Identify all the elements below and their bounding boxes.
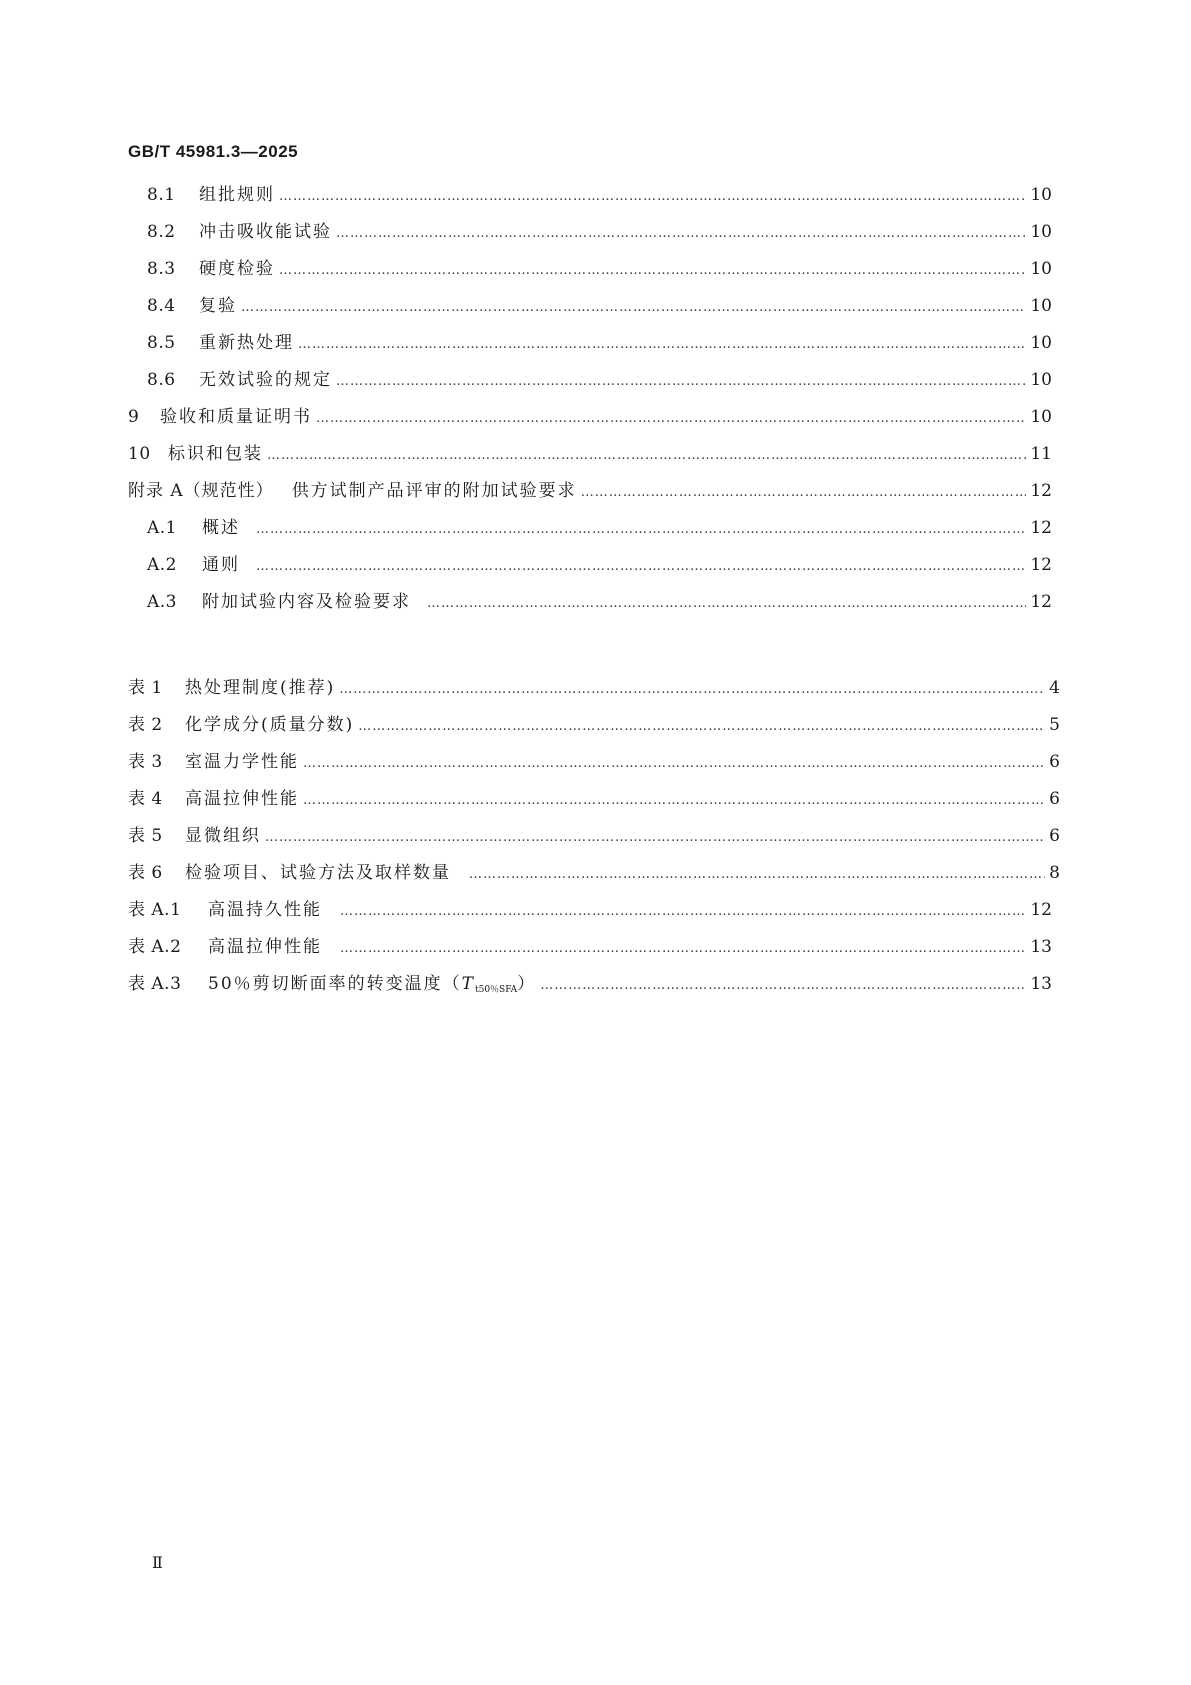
toc-leader-dots	[581, 481, 1027, 505]
toc-leader-dots	[336, 222, 1026, 246]
toc-entry-number: 表 5	[128, 826, 163, 846]
toc-entry-number: 附录 A（规范性）	[128, 481, 274, 501]
toc-entry-title: 室温力学性能	[185, 752, 299, 772]
toc-entry-8-4[interactable]	[147, 294, 1052, 318]
toc-title-prefix: 50％剪切断面率的转变温度（	[208, 974, 462, 994]
toc-entry-number: 表 2	[128, 715, 163, 735]
toc-leader-dots	[265, 826, 1045, 850]
toc-entry-8-3[interactable]	[147, 257, 1052, 281]
toc-entry-page: 10	[1030, 259, 1052, 279]
toc-entry-page: 12	[1030, 900, 1052, 920]
toc-entry-number: 表 1	[128, 678, 163, 698]
toc-entry-page: 6	[1049, 826, 1060, 846]
toc-entry-title: 组批规则	[199, 185, 275, 205]
toc-entry-page: 6	[1049, 752, 1060, 772]
toc-entry-number: 表 A.2	[128, 937, 182, 957]
toc-entry-annex-a[interactable]	[128, 479, 1052, 503]
toc-entry-a-2[interactable]	[147, 553, 1052, 577]
toc-entry-title: 显微组织	[185, 826, 261, 846]
toc-leader-dots	[298, 333, 1026, 357]
toc-entry-title: 重新热处理	[199, 333, 294, 353]
toc-entry-number: 表 3	[128, 752, 163, 772]
toc-title-symbol: T	[461, 974, 475, 994]
toc-entry-page: 6	[1049, 789, 1060, 809]
toc-entry-8-6[interactable]	[147, 368, 1052, 392]
page-number: Ⅱ	[152, 1555, 163, 1572]
toc-entry-number: 表 4	[128, 789, 163, 809]
toc-entry-number: 8.4	[147, 296, 176, 316]
toc-entry-page: 10	[1030, 185, 1052, 205]
toc-table-6[interactable]	[128, 861, 1060, 885]
toc-entry-title: 高温持久性能	[208, 900, 322, 920]
toc-entry-page: 12	[1030, 518, 1052, 538]
toc-entry-page: 11	[1030, 444, 1052, 464]
toc-table-1[interactable]	[128, 676, 1060, 700]
toc-entry-title: 供方试制产品评审的附加试验要求	[291, 481, 577, 501]
toc-table-2[interactable]	[128, 713, 1060, 737]
toc-entry-title: 化学成分(质量分数)	[185, 715, 355, 735]
toc-entry-number: A.2	[147, 555, 177, 575]
toc-leader-dots	[279, 259, 1026, 283]
toc-entry-title: 标识和包装	[168, 444, 263, 464]
toc-entry-title: 检验项目、试验方法及取样数量	[185, 863, 451, 883]
toc-entry-number: A.3	[147, 592, 177, 612]
toc-entry-number: 10	[128, 444, 151, 464]
toc-entry-title: 无效试验的规定	[199, 370, 332, 390]
toc-leader-dots	[267, 444, 1026, 468]
toc-entry-page: 5	[1049, 715, 1060, 735]
toc-entry-title: 概述	[202, 518, 240, 538]
toc-entry-page: 10	[1030, 370, 1052, 390]
toc-entry-page: 4	[1049, 678, 1060, 698]
toc-leader-dots	[340, 900, 1026, 924]
toc-entry-page: 10	[1030, 407, 1052, 427]
toc-leader-dots	[540, 974, 1026, 998]
toc-entry-title: 高温拉伸性能	[185, 789, 299, 809]
toc-table-3[interactable]	[128, 750, 1060, 774]
toc-entry-number: 8.5	[147, 333, 176, 353]
toc-entry-number: 8.1	[147, 185, 176, 205]
toc-leader-dots	[340, 937, 1026, 961]
toc-entry-title: 冲击吸收能试验	[199, 222, 332, 242]
toc-leader-dots	[469, 863, 1045, 887]
toc-entry-a-3[interactable]	[147, 590, 1052, 614]
toc-entry-title: 验收和质量证明书	[160, 407, 312, 427]
toc-leader-dots	[256, 555, 1026, 579]
toc-entry-title	[208, 972, 536, 1002]
toc-table-a-2[interactable]	[128, 935, 1052, 959]
toc-entry-number: 8.2	[147, 222, 176, 242]
toc-leader-dots	[427, 592, 1026, 616]
toc-entry-page: 8	[1049, 863, 1060, 883]
toc-entry-title: 热处理制度(推荐)	[185, 678, 336, 698]
toc-entry-number: 8.6	[147, 370, 176, 390]
toc-leader-dots	[279, 185, 1026, 209]
toc-title-suffix: ）	[517, 974, 537, 994]
toc-leader-dots	[316, 407, 1026, 431]
toc-entry-number: 表 6	[128, 863, 163, 883]
toc-leader-dots	[241, 296, 1026, 320]
toc-leader-dots	[339, 678, 1045, 702]
toc-entry-page: 12	[1030, 555, 1052, 575]
toc-entry-title: 附加试验内容及检验要求	[202, 592, 411, 612]
toc-table-5[interactable]	[128, 824, 1060, 848]
toc-entry-number: A.1	[147, 518, 177, 538]
toc-table-a-1[interactable]	[128, 898, 1052, 922]
toc-entry-title: 硬度检验	[199, 259, 275, 279]
toc-entry-number: 表 A.3	[128, 974, 182, 994]
toc-entry-number: 表 A.1	[128, 900, 182, 920]
standard-code: GB/T 45981.3—2025	[128, 142, 299, 161]
toc-entry-a-1[interactable]	[147, 516, 1052, 540]
toc-entry-page: 10	[1030, 222, 1052, 242]
toc-entry-page: 12	[1030, 592, 1052, 612]
toc-entry-title: 复验	[199, 296, 237, 316]
toc-leader-dots	[303, 789, 1045, 813]
toc-entry-page: 13	[1030, 974, 1052, 994]
toc-entry-10[interactable]	[128, 442, 1052, 466]
toc-entry-title: 通则	[202, 555, 240, 575]
toc-leader-dots	[256, 518, 1026, 542]
toc-entry-8-5[interactable]	[147, 331, 1052, 355]
toc-entry-number: 9	[128, 407, 140, 427]
toc-leader-dots	[358, 715, 1045, 739]
toc-entry-page: 10	[1030, 333, 1052, 353]
toc-entry-8-2[interactable]	[147, 220, 1052, 244]
toc-entry-8-1[interactable]	[147, 183, 1052, 207]
toc-entry-page: 10	[1030, 296, 1052, 316]
toc-leader-dots	[303, 752, 1045, 776]
toc-entry-page: 12	[1030, 481, 1052, 501]
toc-table-4[interactable]	[128, 787, 1060, 811]
toc-entry-page: 13	[1030, 937, 1052, 957]
toc-leader-dots	[336, 370, 1026, 394]
toc-entry-9[interactable]	[128, 405, 1052, 429]
toc-title-subscript: t50％SFA	[474, 985, 518, 995]
toc-entry-title: 高温拉伸性能	[208, 937, 322, 957]
toc-table-a-3[interactable]	[128, 972, 1052, 996]
toc-entry-number: 8.3	[147, 259, 176, 279]
